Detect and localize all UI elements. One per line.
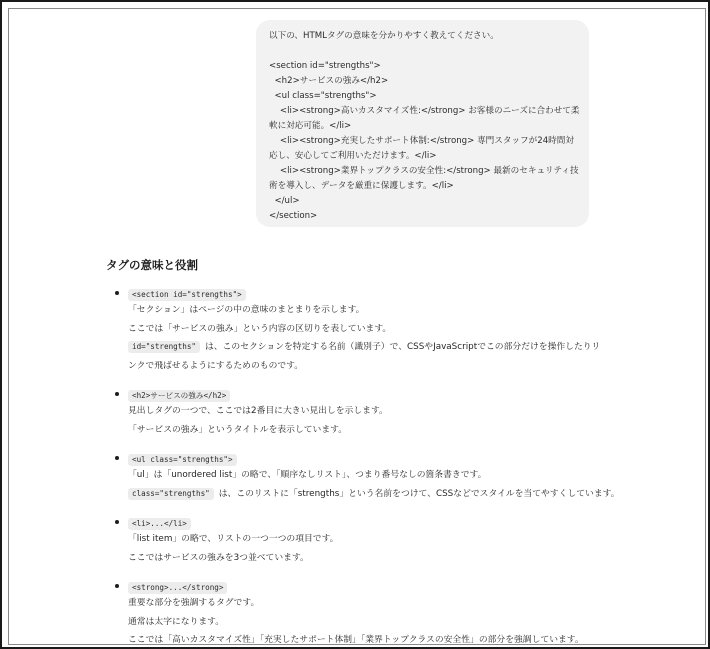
- explanation-text: 重要な部分を強調するタグです。: [128, 598, 260, 608]
- bullet-icon: [115, 456, 119, 460]
- tag-explanation-item: [106, 285, 666, 375]
- explanation-text: ンクで飛ばせるようにするためのものです。: [128, 360, 304, 371]
- inline-code: class="strengths": [128, 488, 214, 500]
- explanation-text: 「サービスの強み」というタイトルを表示しています。: [128, 424, 348, 435]
- tag-code-chip: <li>...</li>: [128, 518, 191, 530]
- code-line: <li><strong>充実したサポート体制:</strong> 専門スタッフが24時間対: [269, 136, 574, 146]
- tag-explanation-item: [106, 514, 666, 567]
- code-line: </ul>: [269, 196, 300, 206]
- bullet-icon: [115, 520, 119, 524]
- explanation-line: [128, 357, 666, 376]
- explanation-text: 見出しタグの一つで、ここでは2番目に大きい見出しを示します。: [128, 406, 388, 416]
- explanation-line: [128, 549, 666, 568]
- code-line: 応し、安心してご利用いただけます。</li>: [269, 151, 437, 161]
- tag-explanation-item: [106, 450, 666, 503]
- tag-code-chip: <strong>...</strong>: [128, 582, 227, 594]
- code-line: <section id="strengths">: [269, 61, 381, 71]
- tag-code-chip: <ul class="strengths">: [128, 454, 237, 466]
- explanation-text: ここでは「高いカスタマイズ性」「充実したサポート体制」「業界トップクラスの安全性」の部分を強調しています。: [128, 635, 584, 645]
- explanation-line: [128, 594, 666, 613]
- explanation-text: は、このリストに「strengths」という名前をつけて、CSSなどでスタイルを当てやすくしています。: [218, 488, 620, 499]
- explanation-line: [128, 320, 666, 339]
- explanation-text: 「セクション」はページの中の意味のまとまりを示します。: [128, 305, 365, 315]
- explanation-line: [128, 485, 666, 504]
- code-line: <h2>サービスの強み</h2>: [269, 76, 389, 86]
- code-line: 軟に対応可能。</li>: [269, 121, 352, 131]
- explanation-text: は、このセクションを特定する名前（識別子）で、CSSやJavaScriptでこの部分だけを操作したりリ: [205, 342, 601, 352]
- chat-view: [8, 8, 706, 645]
- code-line: </section>: [269, 211, 318, 221]
- response-heading: タグの意味と役割: [106, 258, 198, 272]
- explanation-line: [128, 466, 666, 485]
- bullet-icon: [115, 584, 119, 588]
- explanation-text: 「list item」の略で、リストの一つ一つの項目です。: [128, 534, 339, 544]
- explanation-text: ここではサービスの強みを3つ並べています。: [128, 552, 309, 563]
- explanation-line: [128, 613, 666, 632]
- explanation-line: [128, 631, 666, 645]
- explanation-line: [128, 301, 666, 320]
- explanation-text: 通常は太字になります。: [128, 616, 225, 627]
- explanation-line: [128, 530, 666, 549]
- user-message-bubble: [256, 20, 589, 227]
- tag-code-chip: <section id="strengths">: [128, 289, 246, 301]
- code-line: 術を導入し、データを厳重に保護します。</li>: [269, 181, 454, 191]
- explanation-text: 「ul」は「unordered list」の略で、「順序なしリスト」、つまり番号なしの箇条書きです。: [128, 470, 487, 480]
- tag-explanation-item: [106, 386, 666, 439]
- bullet-icon: [115, 291, 119, 295]
- explanation-text: ここでは「サービスの強み」という内容の区切りを表しています。: [128, 323, 392, 334]
- code-line: <li><strong>業界トップクラスの安全性:</strong> 最新のセキュリティ技: [269, 166, 579, 176]
- inline-code: id="strengths": [128, 341, 200, 353]
- explanation-line: [128, 421, 666, 440]
- explanation-line: [128, 338, 666, 357]
- code-line: <li><strong>高いカスタマイズ性:</strong> お客様のニーズに合わせて柔: [269, 106, 580, 116]
- user-message-intro: 以下の、HTMLタグの意味を分かりやすく教えてください。: [269, 31, 499, 41]
- explanation-line: [128, 402, 666, 421]
- tag-explanation-list: [106, 285, 666, 645]
- code-line: <ul class="strengths">: [269, 91, 377, 101]
- tag-explanation-item: [106, 578, 666, 645]
- bullet-icon: [115, 392, 119, 396]
- tag-code-chip: <h2>サービスの強み</h2>: [128, 390, 230, 402]
- assistant-response: [106, 257, 666, 645]
